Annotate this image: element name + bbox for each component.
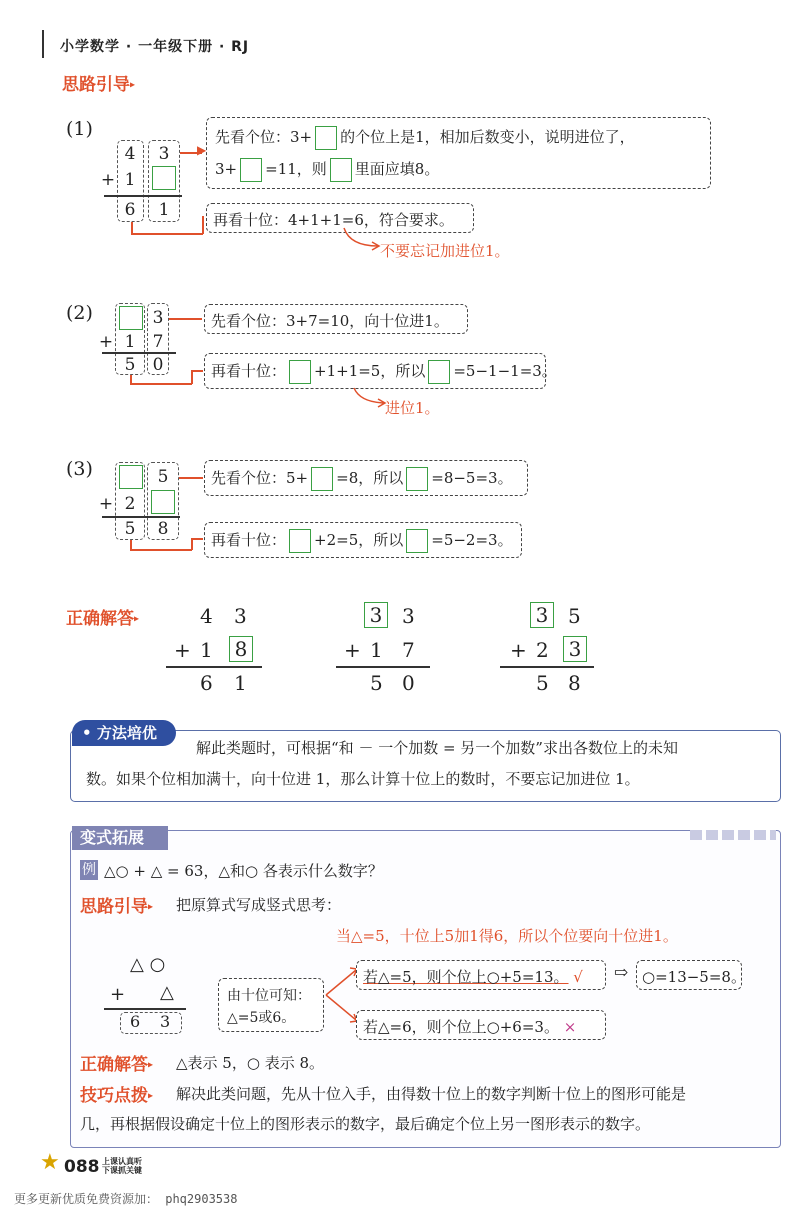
page-slogan-2: 下课抓关键	[102, 1166, 142, 1175]
method-line1: 解此类题时，可根据“和 － 一个加数 = 另一个加数”求出各数位上的未知	[196, 739, 678, 757]
check-icon: √	[573, 968, 583, 986]
ans2-r-ones: 0	[402, 671, 415, 695]
ext-tips	[80, 1081, 153, 1106]
header-title: 小学数学 · 一年级下册 · RJ	[60, 39, 250, 55]
q2-note2b: +1+1=5，所以	[314, 362, 426, 380]
q3-note2a: 再看十位：	[211, 531, 287, 549]
q2-number: (2)	[66, 302, 93, 324]
ext-box-line1: 由十位可知：	[227, 988, 311, 1004]
ext-vert-line	[104, 1008, 186, 1010]
ext-answer	[80, 1050, 153, 1075]
q3-note1-line	[211, 467, 513, 491]
q3-note-box-1	[311, 467, 333, 491]
q1-note1b: 的个位上是1，相加后数变小，说明进位了，	[340, 128, 635, 146]
q3-note-box-4	[406, 529, 428, 553]
q1-note-box-2	[240, 158, 262, 182]
ext-tips-line2: 几，再根据假设确定十位上的图形表示的数字，最后确定个位上另一图形表示的数字。	[80, 1115, 651, 1133]
ext-tips-line1: 解决此类问题，先从十位入手，由得数十位上的数字判断十位上的图形可能是	[176, 1085, 687, 1103]
ext-vert-r-tens: 6	[130, 1012, 141, 1031]
q1-sum-line	[104, 195, 182, 197]
q2-sum-line	[102, 352, 176, 354]
q3-note1c: =8−5=3。	[431, 469, 513, 487]
ans1-b-ones: 8	[229, 636, 253, 662]
ans3-plus: +	[510, 638, 527, 662]
q1-hint: 不要忘记加进位1。	[380, 242, 510, 260]
page-number: 088	[64, 1157, 100, 1177]
ext-case2-line	[363, 1016, 576, 1037]
q3-a-ones: 5	[157, 467, 169, 487]
ext-silu	[80, 892, 153, 917]
q1-note-line2	[215, 158, 439, 182]
header-rule	[42, 30, 44, 58]
cross-icon: ×	[563, 1018, 577, 1036]
ext-silu-label: 思路引导	[80, 897, 148, 917]
ext-red-note: 当△=5，十位上5加1得6，所以个位要向十位进1。	[336, 927, 678, 945]
q3-b-tens: 2	[124, 494, 136, 514]
q3-plus: +	[98, 494, 114, 514]
q1-note1e: 里面应填8。	[354, 160, 440, 178]
ans2-r-tens: 5	[370, 671, 383, 695]
ans1-a-ones: 3	[234, 604, 247, 628]
q2-note2a: 再看十位：	[211, 362, 287, 380]
q3-number: (3)	[66, 458, 93, 480]
ex-tag: 例	[82, 862, 96, 878]
ext-vert-top: △ ○	[130, 954, 166, 975]
q2-arrow-1	[169, 318, 202, 320]
ans2-line	[336, 666, 430, 668]
q3-note1b: =8，所以	[336, 469, 404, 487]
ans3-b-tens: 2	[536, 638, 549, 662]
section-silu	[62, 70, 135, 95]
ans1-r-ones: 1	[234, 671, 247, 695]
ext-tag: 变式拓展	[72, 826, 168, 850]
q1-a-tens: 4	[124, 144, 136, 164]
q3-note2-line	[211, 529, 513, 553]
dot-icon: •	[82, 724, 92, 742]
q2-plus: +	[98, 332, 114, 352]
page-slogan-1: 上课认真听	[102, 1157, 142, 1166]
footer-text: 更多更新优质免费资源加： phq2903538	[14, 1192, 238, 1206]
q3-note2b: +2=5，所以	[314, 531, 404, 549]
ans1-r-tens: 6	[200, 671, 213, 695]
ans3-r-tens: 5	[536, 671, 549, 695]
method-line2: 数。如果个位相加满十，向十位进 1，那么计算十位上的数时，不要忘记加进位 1。	[86, 770, 640, 788]
ext-case2-text: 若△=6，则个位上○+6=3。	[363, 1018, 559, 1036]
q2-blank-box[interactable]	[119, 306, 143, 330]
ext-branch-arrows	[324, 962, 360, 1028]
q2-b-ones: 7	[152, 332, 164, 352]
q1-note1c: 3+	[215, 160, 238, 178]
q2-note-line	[211, 360, 557, 384]
q3-sum-line	[102, 516, 180, 518]
ans1-line	[166, 666, 262, 668]
ext-case1-box	[356, 960, 606, 990]
q2-r-tens: 5	[124, 355, 136, 375]
q1-r-ones: 1	[158, 200, 170, 220]
ext-vert-bottom: △	[160, 982, 174, 1003]
q1-note-tens: 再看十位：4+1+1=6，符合要求。	[206, 203, 474, 233]
ans3-b-ones: 3	[563, 636, 587, 662]
q2-arrow-2b	[130, 383, 192, 385]
triangle-icon: ▸	[130, 79, 136, 91]
section-answer	[66, 604, 139, 629]
q2-arrow-2c	[191, 370, 193, 384]
ans3-a-ones: 5	[568, 604, 581, 628]
q3-note-box-2	[406, 467, 428, 491]
ext-decoration	[690, 830, 776, 840]
q1-blank-box[interactable]	[152, 166, 176, 190]
triangle-icon: ▸	[148, 1059, 154, 1071]
q1-note-box-3	[330, 158, 352, 182]
q3-r-tens: 5	[124, 519, 136, 539]
q1-note-line1	[215, 126, 635, 150]
triangle-icon: ▸	[148, 1090, 154, 1102]
q2-hint-arrow	[350, 386, 390, 410]
ext-question: △○ + △ = 63，△和○ 各表示什么数字？	[104, 862, 383, 880]
ans2-b-ones: 7	[402, 638, 415, 662]
q3-arrow-2c	[191, 538, 193, 550]
q2-a-ones: 3	[152, 308, 164, 328]
ext-vert-r-ones: 3	[160, 1012, 171, 1031]
q1-number: (1)	[66, 118, 93, 140]
q3-arrow-2b	[130, 549, 192, 551]
q2-r-ones: 0	[152, 355, 164, 375]
method-tag-label: 方法培优	[96, 724, 157, 742]
ans2-b-tens: 1	[370, 638, 383, 662]
ext-tens-box	[218, 978, 324, 1032]
q3-arrow-1	[179, 477, 203, 479]
ans1-a-tens: 4	[200, 604, 213, 628]
ans2-a-ones: 3	[402, 604, 415, 628]
ext-case1-line	[363, 966, 583, 987]
q3-note-box-3	[289, 529, 311, 553]
section-silu-label: 思路引导	[62, 75, 130, 95]
q1-a-ones: 3	[158, 144, 170, 164]
ans1-plus: +	[174, 638, 191, 662]
ext-case1-text: 若△=5，则个位上○+5=13。	[363, 968, 569, 986]
ext-vert-plus: +	[110, 984, 126, 1005]
ext-answer-text: △表示 5，○ 表示 8。	[176, 1054, 325, 1072]
q1-plus: +	[100, 170, 116, 190]
ext-case1-result: ○=13−5=8。	[636, 960, 742, 990]
q1-note1a: 先看个位：3+	[215, 128, 313, 146]
ans3-r-ones: 8	[568, 671, 581, 695]
ans3-line	[500, 666, 594, 668]
q2-b-tens: 1	[124, 332, 136, 352]
q3-note2c: =5−2=3。	[431, 531, 513, 549]
q2-note-box-2	[428, 360, 450, 384]
ext-silu-text: 把原算式写成竖式思考：	[176, 896, 342, 914]
q1-arrow-2c	[202, 216, 204, 234]
ans2-plus: +	[344, 638, 361, 662]
triangle-icon: ▸	[148, 901, 154, 913]
q2-note-ones: 先看个位：3+7=10，向十位进1。	[204, 304, 468, 334]
page-slogan	[102, 1157, 142, 1175]
q3-blank-box-1[interactable]	[119, 465, 143, 489]
q2-arrow-2d	[191, 370, 203, 372]
method-tag	[72, 720, 176, 746]
triangle-icon: ▸	[134, 613, 140, 625]
ext-case2-box	[356, 1010, 606, 1040]
arrow-head-icon: ▶	[197, 143, 207, 157]
q1-note-box-1	[315, 126, 337, 150]
ans1-b-tens: 1	[200, 638, 213, 662]
q3-r-ones: 8	[157, 519, 169, 539]
star-icon: ★	[40, 1150, 60, 1175]
q3-blank-box-2[interactable]	[151, 490, 175, 514]
q2-note-box-1	[289, 360, 311, 384]
ext-box-line2: △=5或6。	[227, 1010, 296, 1026]
q3-note-tens	[204, 522, 522, 558]
q1-r-tens: 6	[124, 200, 136, 220]
ext-answer-label: 正确解答	[80, 1055, 148, 1075]
q2-note-tens	[204, 353, 557, 389]
q3-arrow-2d	[191, 538, 203, 540]
ans2-a-tens: 3	[364, 602, 388, 628]
q3-note-ones	[204, 460, 528, 496]
ans3-a-tens: 3	[530, 602, 554, 628]
q2-hint: 进位1。	[385, 399, 440, 417]
q2-note2c: =5−1−1=3。	[453, 362, 557, 380]
ext-tips-label: 技巧点拨	[80, 1086, 148, 1106]
q1-hint-arrow	[340, 226, 382, 254]
q1-arrow-2b	[131, 233, 203, 235]
section-answer-label: 正确解答	[66, 609, 134, 629]
q1-note1d: =11，则	[265, 160, 327, 178]
q1-note-ones	[206, 117, 711, 189]
q3-note1a: 先看个位：5+	[211, 469, 309, 487]
right-arrow-icon: ⇨	[614, 963, 629, 983]
q1-b-tens: 1	[124, 170, 136, 190]
